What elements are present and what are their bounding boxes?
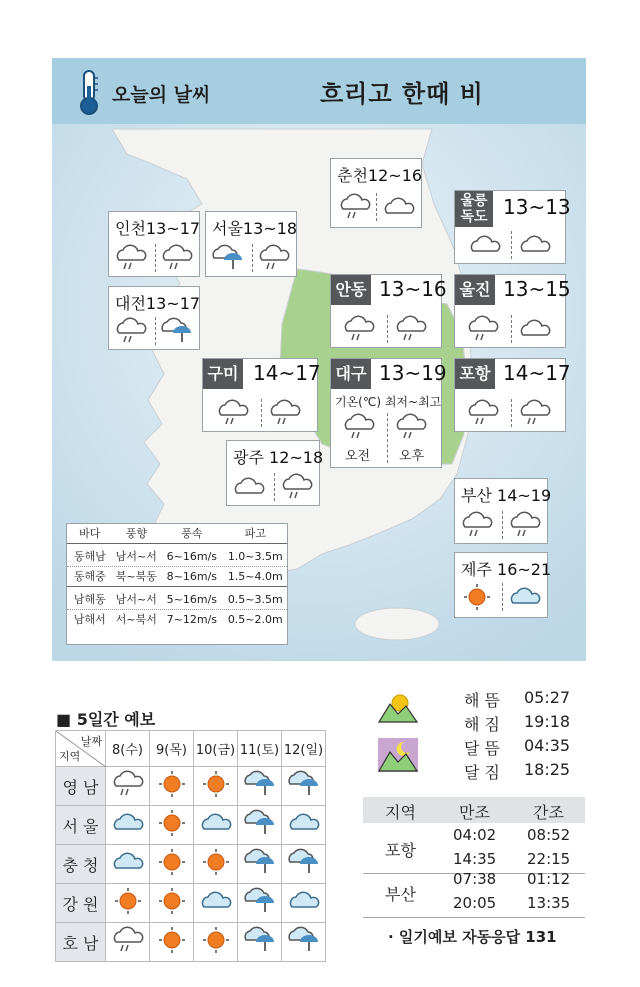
cloud-blue-icon xyxy=(286,886,322,916)
cloud-rain-icon xyxy=(256,244,292,272)
cloud-rain-icon xyxy=(267,399,303,427)
weather-map-panel xyxy=(52,58,586,661)
sea-cell: 8~16m/s xyxy=(166,570,218,583)
cloud-icon xyxy=(467,231,503,259)
temp-range: 13~16 xyxy=(379,277,447,301)
temp-range: 14~17 xyxy=(503,361,571,385)
forecast-cell xyxy=(238,923,282,962)
sea-table xyxy=(66,523,288,645)
forecast-cell xyxy=(194,923,238,962)
sun-moon-time: 19:18 xyxy=(524,712,571,731)
temp-range: 13~17 xyxy=(145,219,201,238)
forecast-cell xyxy=(194,767,238,806)
forecast-cell xyxy=(106,884,150,923)
city-name: 대전 xyxy=(115,294,146,313)
city-card-daejeon xyxy=(108,286,200,350)
forecast-cell xyxy=(194,884,238,923)
sun-icon xyxy=(459,583,495,611)
sea-cell: 1.0~3.5m xyxy=(227,550,283,563)
sun-icon xyxy=(110,886,146,916)
cloud-rain-icon xyxy=(110,925,146,955)
cloud-rain-icon xyxy=(215,399,251,427)
cloud-rain-icon xyxy=(159,244,195,272)
header-bar xyxy=(52,58,586,124)
forecast-row xyxy=(56,884,326,923)
city-card-chuncheon xyxy=(330,158,422,228)
tide-header xyxy=(363,797,585,823)
cloud-rain-icon xyxy=(465,315,501,343)
city-card-andong xyxy=(330,274,447,348)
sun-icon xyxy=(154,925,190,955)
temp-range: 13~13 xyxy=(503,195,571,219)
corner-top-label: 날짜 xyxy=(80,735,102,748)
sun-icon xyxy=(154,808,190,838)
sea-header: 풍향 xyxy=(125,527,147,540)
tide-time: 20:05 xyxy=(453,894,497,912)
cloud-rain-icon xyxy=(393,315,429,343)
forecast-cell xyxy=(106,806,150,845)
header-condition: 흐리고 한때 비 xyxy=(320,80,484,108)
forecast-day: 10(금) xyxy=(194,731,238,767)
sun-moon-label: 해 뜸 xyxy=(464,691,500,710)
city-card-gwangju xyxy=(226,440,324,506)
sea-header: 파고 xyxy=(244,527,266,540)
legend-am: 오전 xyxy=(345,449,371,464)
forecast-day: 8(수) xyxy=(106,731,150,767)
cloud-icon xyxy=(231,473,267,501)
sun-moon-time: 18:25 xyxy=(524,760,571,779)
sea-cell: 동해남 xyxy=(73,550,106,563)
sea-row xyxy=(67,610,287,630)
cloud-umbrella-icon xyxy=(242,808,278,838)
sea-cell: 6~16m/s xyxy=(166,550,218,563)
tide-header-low: 간조 xyxy=(533,803,564,822)
cloud-blue-icon xyxy=(110,847,146,877)
city-card-daegu xyxy=(330,358,447,468)
forecast-cell xyxy=(282,884,326,923)
sea-cell: 남해서 xyxy=(73,613,106,626)
cloud-blue-icon xyxy=(198,808,234,838)
cloud-blue-icon xyxy=(198,886,234,916)
cloud-blue-icon xyxy=(507,583,543,611)
forecast-region: 호 남 xyxy=(56,923,106,962)
cloud-rain-icon xyxy=(459,511,495,539)
forecast-table xyxy=(55,730,326,962)
forecast-cell xyxy=(106,923,150,962)
forecast-cell xyxy=(106,845,150,884)
cloud-rain-icon xyxy=(110,769,146,799)
cloud-umbrella-icon xyxy=(286,847,322,877)
city-card-seoul xyxy=(205,211,297,277)
forecast-day: 11(토) xyxy=(238,731,282,767)
forecast-cell xyxy=(150,767,194,806)
sun-icon xyxy=(198,847,234,877)
city-name: 서울 xyxy=(212,219,243,238)
city-name: 광주 xyxy=(233,448,264,467)
sea-cell: 남서~서 xyxy=(115,550,157,563)
cloud-rain-icon xyxy=(507,511,543,539)
sea-cell: 북~북동 xyxy=(115,570,157,583)
forecast-cell xyxy=(150,806,194,845)
cloud-umbrella-icon xyxy=(286,769,322,799)
forecast-day: 9(목) xyxy=(150,731,194,767)
cloud-umbrella-icon xyxy=(242,925,278,955)
city-tag: 울진 xyxy=(455,275,495,305)
city-name: 인천 xyxy=(115,219,146,238)
tide-time: 01:12 xyxy=(527,870,571,888)
forecast-cell xyxy=(150,884,194,923)
city-card-ulleung xyxy=(454,190,571,264)
forecast-cell xyxy=(150,923,194,962)
forecast-cell xyxy=(238,845,282,884)
tide-row xyxy=(363,870,585,918)
sun-icon xyxy=(198,925,234,955)
cloud-rain-icon xyxy=(337,193,373,221)
sun-moon-label: 달 뜸 xyxy=(464,739,500,758)
sun-icon xyxy=(198,769,234,799)
cloud-umbrella-icon xyxy=(242,769,278,799)
cloud-rain-icon xyxy=(393,413,429,441)
cloud-umbrella-icon xyxy=(210,244,246,272)
temp-range: 12~18 xyxy=(269,448,324,467)
sea-row xyxy=(67,567,287,587)
forecast-day: 12(일) xyxy=(282,731,326,767)
cloud-rain-icon xyxy=(465,399,501,427)
sea-cell: 동해중 xyxy=(73,570,106,583)
tide-time: 07:38 xyxy=(453,870,497,888)
sea-cell: 5~16m/s xyxy=(166,593,218,606)
sun-moon-time: 04:35 xyxy=(524,736,571,755)
sea-header: 풍속 xyxy=(181,527,203,540)
forecast-cell xyxy=(282,806,326,845)
legend-temp: 기온(℃) 최저~최고 xyxy=(335,395,442,409)
temp-range: 13~18 xyxy=(242,219,298,238)
sea-header: 바다 xyxy=(79,527,101,540)
cloud-umbrella-icon xyxy=(159,317,195,345)
sun-icon xyxy=(154,886,190,916)
sea-cell: 0.5~3.5m xyxy=(227,593,283,606)
tide-time: 04:02 xyxy=(453,826,497,844)
forecast-row xyxy=(56,806,326,845)
tide-header-high: 만조 xyxy=(459,803,490,822)
cloud-icon xyxy=(517,231,553,259)
forecast-region: 충 청 xyxy=(56,845,106,884)
cloud-blue-icon xyxy=(110,808,146,838)
city-card-pohang xyxy=(454,358,571,432)
forecast-corner xyxy=(56,731,106,767)
sun-icon xyxy=(154,769,190,799)
cloud-umbrella-icon xyxy=(242,886,278,916)
tide-time: 14:35 xyxy=(453,850,497,868)
forecast-cell xyxy=(282,923,326,962)
tide-header-region: 지역 xyxy=(385,803,416,822)
cloud-icon xyxy=(517,315,553,343)
city-name: 부산 xyxy=(461,486,492,505)
temp-range: 14~17 xyxy=(253,361,321,385)
city-name: 제주 xyxy=(461,560,492,579)
thermometer-icon xyxy=(74,68,104,116)
sea-row xyxy=(67,590,287,610)
cloud-umbrella-icon xyxy=(286,925,322,955)
legend-pm: 오후 xyxy=(399,449,425,464)
forecast-title: ■ 5일간 예보 xyxy=(56,710,156,729)
temp-range: 13~15 xyxy=(503,277,571,301)
city-card-incheon xyxy=(108,211,200,277)
city-name-line2: 독도 xyxy=(460,209,488,225)
forecast-cell xyxy=(282,845,326,884)
cloud-rain-icon xyxy=(113,244,149,272)
cloud-umbrella-icon xyxy=(242,847,278,877)
temp-range: 13~17 xyxy=(145,294,201,313)
auto-response-line: · 일기예보 자동응답 131 xyxy=(388,928,557,946)
cloud-rain-icon xyxy=(113,317,149,345)
header-title: 오늘의 날씨 xyxy=(112,84,211,106)
city-name: 춘천 xyxy=(337,166,368,185)
tide-time: 22:15 xyxy=(527,850,571,868)
forecast-region: 영 남 xyxy=(56,767,106,806)
forecast-cell xyxy=(238,884,282,923)
moonrise-icon xyxy=(378,738,418,772)
sunrise-icon xyxy=(378,690,418,724)
sea-cell: 0.5~2.0m xyxy=(227,613,283,626)
city-tag: 구미 xyxy=(203,359,243,389)
city-tag: 안동 xyxy=(331,275,371,305)
city-card-jeju xyxy=(454,552,552,618)
city-name-line1: 울릉 xyxy=(460,193,488,209)
forecast-region: 강 원 xyxy=(56,884,106,923)
forecast-row xyxy=(56,767,326,806)
sun-moon-time: 05:27 xyxy=(524,688,571,707)
forecast-cell xyxy=(238,767,282,806)
city-card-uljin xyxy=(454,274,571,348)
temp-range: 16~21 xyxy=(497,560,552,579)
tide-region: 부산 xyxy=(385,885,416,904)
sea-cell: 서~북서 xyxy=(115,613,157,626)
sun-moon-label: 해 짐 xyxy=(464,715,500,734)
forecast-row xyxy=(56,923,326,962)
tide-time: 13:35 xyxy=(527,894,571,912)
temp-range: 14~19 xyxy=(497,486,552,505)
forecast-region: 서 울 xyxy=(56,806,106,845)
city-tag: 포항 xyxy=(455,359,495,389)
city-card-gumi xyxy=(202,358,321,432)
cloud-rain-icon xyxy=(341,315,377,343)
forecast-cell xyxy=(106,767,150,806)
forecast-cell xyxy=(194,845,238,884)
city-tag: 대구 xyxy=(331,359,371,389)
sea-row xyxy=(67,547,287,567)
cloud-blue-icon xyxy=(286,808,322,838)
cloud-rain-icon xyxy=(279,473,315,501)
cloud-rain-icon xyxy=(341,413,377,441)
forecast-cell xyxy=(238,806,282,845)
temp-range: 13~19 xyxy=(379,361,447,385)
temp-range: 12~16 xyxy=(367,166,423,185)
forecast-cell xyxy=(282,767,326,806)
sea-cell: 남해동 xyxy=(73,593,106,606)
tide-time: 08:52 xyxy=(527,826,571,844)
city-tag xyxy=(455,191,493,227)
tide-row xyxy=(363,826,585,874)
sea-cell: 7~12m/s xyxy=(166,613,218,626)
sea-cell: 1.5~4.0m xyxy=(227,570,283,583)
corner-bottom-label: 지역 xyxy=(59,750,81,763)
sun-moon-label: 달 짐 xyxy=(464,763,500,782)
forecast-cell xyxy=(194,806,238,845)
cloud-rain-icon xyxy=(517,399,553,427)
city-card-busan xyxy=(454,478,552,544)
sea-cell: 남서~서 xyxy=(115,593,157,606)
tide-region: 포항 xyxy=(385,841,416,860)
forecast-cell xyxy=(150,845,194,884)
sun-icon xyxy=(154,847,190,877)
cloud-icon xyxy=(381,193,417,221)
forecast-row xyxy=(56,845,326,884)
